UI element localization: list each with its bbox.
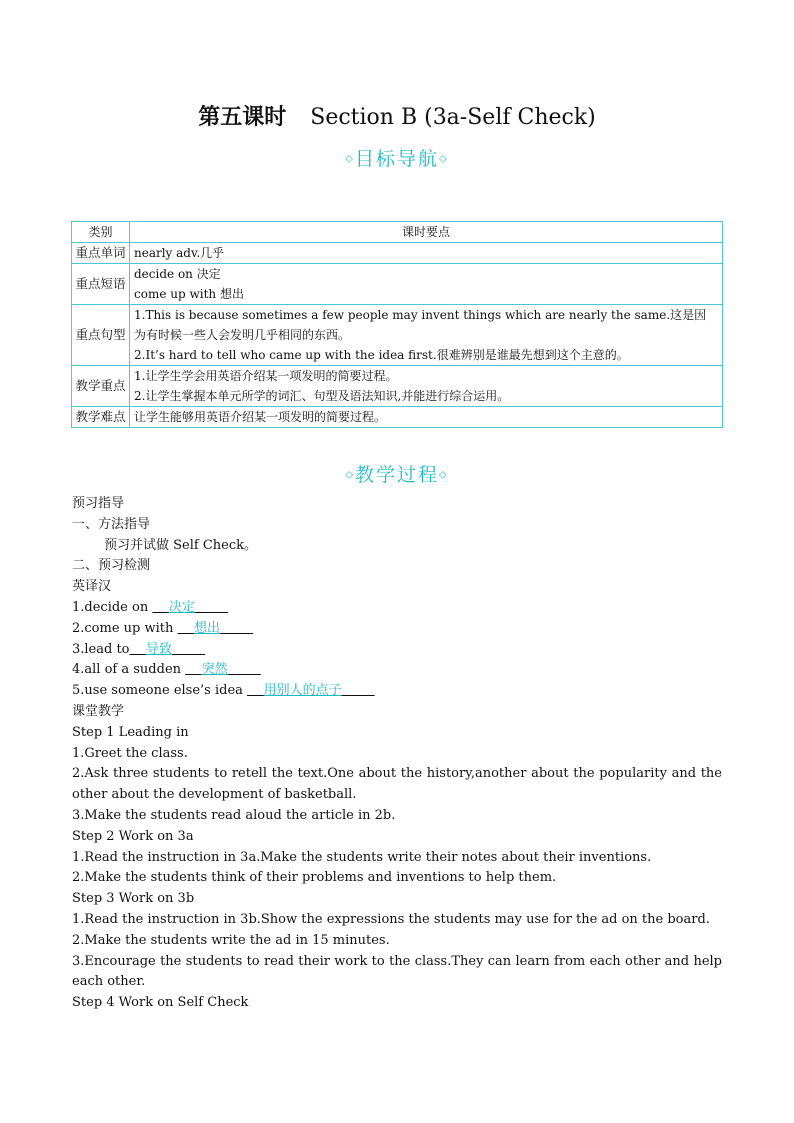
step-line: 3.Encourage the students to read their work to the class.They can learn from each other and help each other. [72,953,722,990]
table-line: 1.This is because sometimes a few people may invent things which are nearly the same.这是因为有时候一些人会发明几乎相同的东西。 [134,308,707,342]
answer-text: 用别人的点子 [263,683,342,699]
list-item [72,681,722,702]
lesson-title [0,102,794,134]
table-row [72,407,723,428]
process-heading [0,462,794,489]
table-line: 1.让学生学会用英语介绍某一项发明的简要过程。 [134,369,398,383]
answer-text: 想出 [194,620,221,636]
lesson-body [72,494,722,1014]
question-text: 3.lead to [72,641,130,657]
method-heading: 一、方法指导 [72,516,151,532]
step-line: 1.Read the instruction in 3a.Make the students write their notes about their inventions. [72,849,652,865]
list-item [72,640,722,661]
step-line: 1.Greet the class. [72,745,188,761]
classroom-heading: 课堂教学 [72,703,125,719]
diamond-icon: ◇ [439,469,449,481]
step-line: 2.Make the students write the ad in 15 minutes. [72,932,390,948]
lesson-title-zh: 第五课时 [198,105,287,130]
table-row [72,366,723,407]
table-row [72,243,723,264]
translate-heading: 英译汉 [72,579,112,595]
list-item [72,619,722,640]
process-heading-text: 教学过程 [354,464,439,486]
table-row [72,305,723,366]
step-heading: Step 4 Work on Self Check [72,995,249,1011]
answer-text: 决定 [168,599,195,615]
table-line: decide on 决定 [134,267,221,281]
step-heading: Step 2 Work on 3a [72,828,194,844]
table-header-category: 类别 [72,222,130,243]
table-category: 教学重点 [72,366,130,407]
method-text: 预习并试做 Self Check。 [104,537,258,553]
table-line: nearly adv.几乎 [134,246,225,260]
question-text: 1.decide on [72,599,153,615]
lesson-title-en: Section B (3a-Self Check) [310,105,596,130]
table-content [130,243,723,264]
question-text: 5.use someone else’s idea [72,683,248,699]
table-row [72,264,723,305]
table-line: 2.It’s hard to tell who came up with the idea first.很难辨别是谁最先想到这个主意的。 [134,348,629,362]
step-line: 2.Make the students think of their problems and inventions to help them. [72,870,557,886]
question-text: 4.all of a sudden [72,662,186,678]
step-line: 2.Ask three students to retell the text.One about the history,another about the popularity and the other about the development of basketball. [72,766,722,803]
table-content [130,407,723,428]
answer-text: 突然 [201,662,228,678]
table-header-points: 课时要点 [130,222,723,243]
table-line: 2.让学生掌握本单元所学的词汇、句型及语法知识,并能进行综合运用。 [134,389,510,403]
step-line: 1.Read the instruction in 3b.Show the expressions the students may use for the ad on the board. [72,911,710,927]
goals-heading [0,146,794,173]
diamond-icon: ◇ [345,469,355,481]
step-heading: Step 3 Work on 3b [72,891,195,907]
step-heading: Step 1 Leading in [72,724,189,740]
table-category: 重点单词 [72,243,130,264]
table-category: 重点短语 [72,264,130,305]
list-item [72,660,722,681]
preview-heading: 预习指导 [72,496,125,511]
table-header-row [72,222,723,243]
table-category: 重点句型 [72,305,130,366]
table-line: 让学生能够用英语介绍某一项发明的简要过程。 [134,410,387,424]
check-heading: 二、预习检测 [72,558,151,574]
diamond-icon: ◇ [345,153,355,165]
goals-table [71,221,723,428]
table-line: come up with 想出 [134,287,244,301]
goals-heading-text: 目标导航 [354,148,439,170]
step-line: 3.Make the students read aloud the article in 2b. [72,807,396,823]
answer-text: 导致 [146,641,173,657]
table-category: 教学难点 [72,407,130,428]
question-text: 2.come up with [72,620,178,636]
table-content [130,366,723,407]
table-content [130,305,723,366]
diamond-icon: ◇ [439,153,449,165]
list-item [72,598,722,619]
table-content [130,264,723,305]
